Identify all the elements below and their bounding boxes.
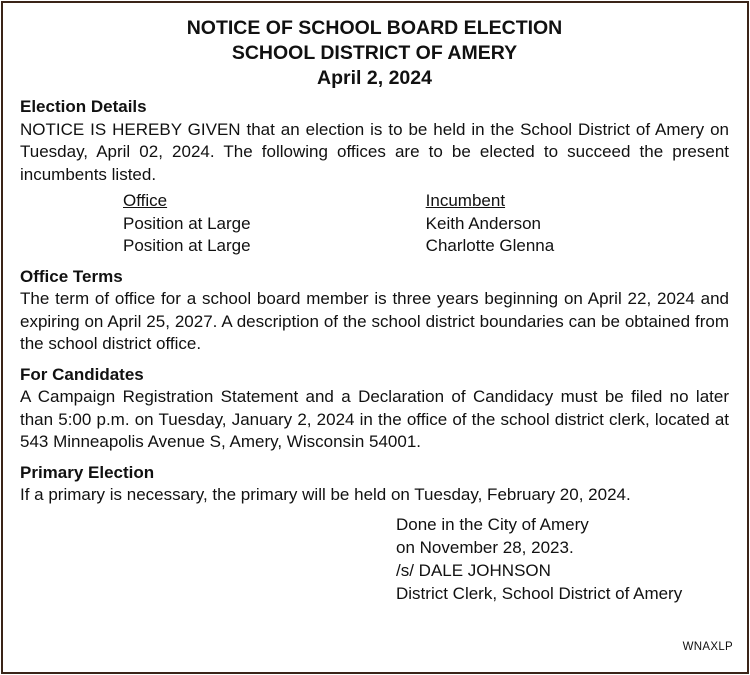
office-column-header: Office (123, 191, 168, 210)
office-terms-text: The term of office for a school board member is three years beginning on April 22, 2024 and expiring on April 25, 2027. A description of the school district boundaries can be obtained from the school district office. (20, 289, 729, 353)
table-row (123, 235, 729, 258)
office-cell: Position at Large (123, 213, 251, 233)
incumbent-cell: Keith Anderson (425, 213, 541, 233)
office-terms-heading: Office Terms (20, 266, 123, 286)
signature-line-city: Done in the City of Amery (396, 514, 589, 534)
notice-header (20, 16, 729, 91)
signature-line-name: /s/ DALE JOHNSON (396, 560, 551, 580)
election-details-text: NOTICE IS HEREBY GIVEN that an election is to be held in the School District of Amery on Tuesday, April 02, 2024. The following offices are to be elected to succeed the present incumbents listed. (20, 119, 729, 184)
district-name: SCHOOL DISTRICT OF AMERY (231, 42, 518, 64)
incumbent-cell: Charlotte Glenna (425, 236, 555, 255)
primary-election-text: If a primary is necessary, the primary will be held on Tuesday, February 20, 2024. (20, 485, 631, 504)
for-candidates-heading: For Candidates (20, 364, 144, 384)
signature-line-date: on November 28, 2023. (396, 537, 574, 557)
signature-line-title: District Clerk, School District of Amery (396, 583, 683, 603)
for-candidates-text: A Campaign Registration Statement and a Declaration of Candidacy must be filed no later than 5:00 p.m. on Tuesday, January 2, 2024 in the office of the school district clerk, located at 543 Minneapolis Avenue S, Amery, Wisconsin 54001. (20, 387, 729, 451)
publication-code: WNAXLP (682, 641, 733, 653)
election-details-heading: Election Details (20, 97, 147, 116)
primary-election-heading: Primary Election (20, 462, 155, 482)
table-header-row (123, 190, 729, 213)
election-date: April 2, 2024 (317, 67, 432, 89)
incumbent-column-header: Incumbent (425, 191, 506, 210)
notice-content (20, 16, 729, 605)
offices-table (123, 190, 729, 258)
office-cell: Position at Large (123, 236, 251, 255)
notice-title: NOTICE OF SCHOOL BOARD ELECTION (186, 17, 563, 39)
signature-block (396, 513, 729, 605)
table-row (123, 213, 729, 236)
